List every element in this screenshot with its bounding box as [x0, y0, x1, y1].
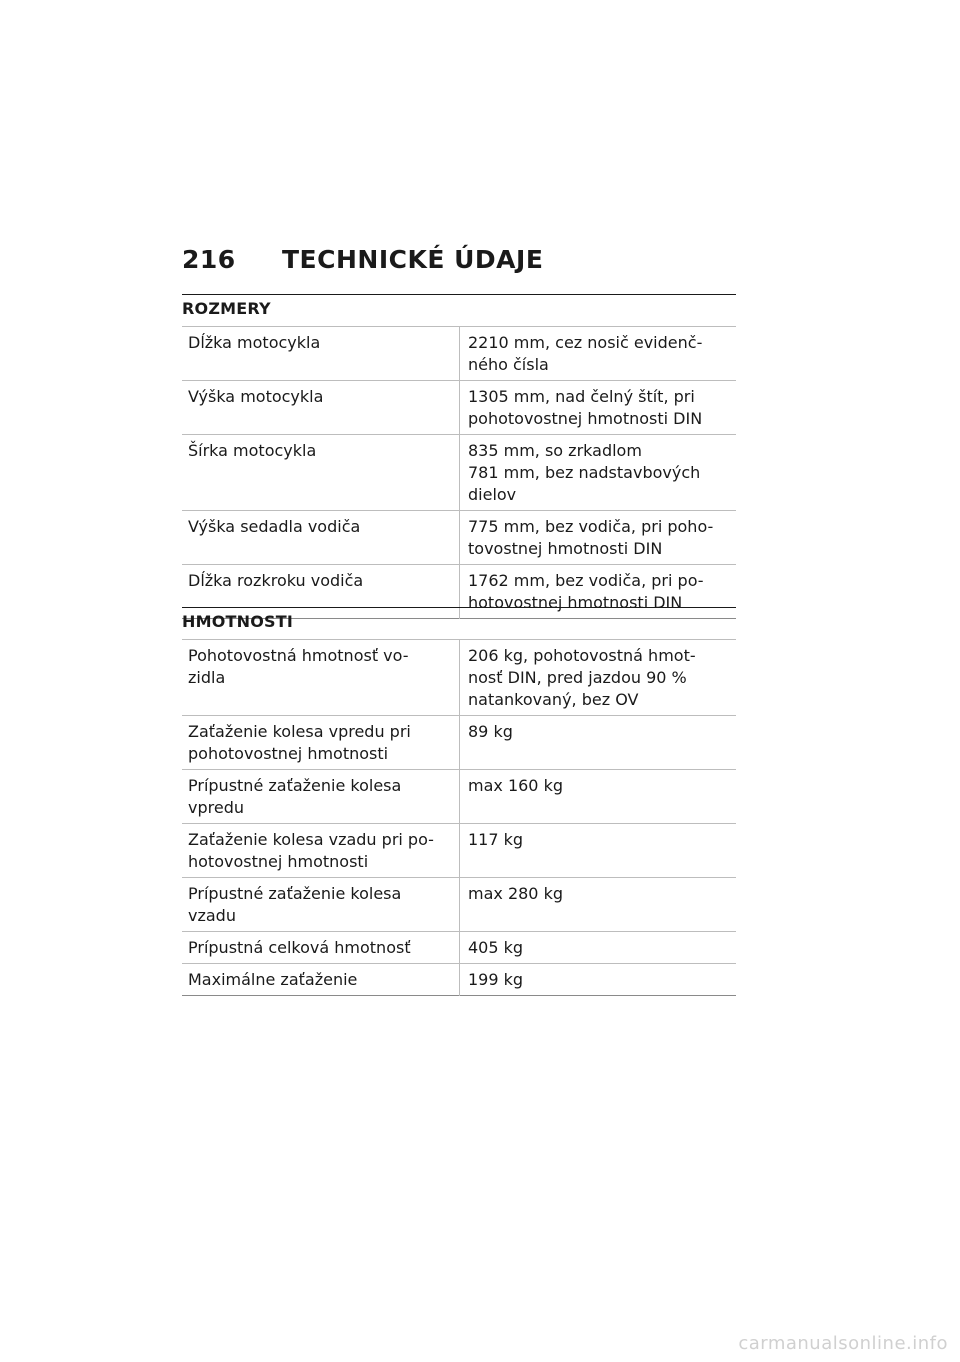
spec-value: 199 kg — [468, 970, 524, 989]
table-row — [182, 964, 736, 996]
spec-label: Pohotovostná hmotnosť vo- zidla — [182, 640, 460, 716]
spec-label: Šírka motocykla — [182, 435, 460, 511]
spec-value: 89 kg — [468, 722, 513, 741]
spec-value: 1762 mm, bez vodiča, pri po- hotovostnej hmotnosti DIN — [468, 571, 704, 612]
spec-label: Dĺžka rozkroku vodiča — [182, 565, 460, 619]
chapter-title: TECHNICKÉ ÚDAJE — [282, 245, 544, 274]
weights-table — [182, 639, 736, 996]
table-row — [182, 716, 736, 770]
table-row — [182, 511, 736, 565]
table-row — [182, 770, 736, 824]
spec-label: Zaťaženie kolesa vpredu pri pohotovostnej hmotnosti — [182, 716, 460, 770]
spec-value: max 280 kg — [468, 884, 563, 903]
spec-value: 2210 mm, cez nosič evidenč- ného čísla — [468, 333, 703, 374]
table-row — [182, 640, 736, 716]
section-dimensions — [182, 294, 736, 619]
table-row — [182, 381, 736, 435]
spec-value: 775 mm, bez vodiča, pri poho- tovostnej hmotnosti DIN — [468, 517, 714, 558]
table-row — [182, 878, 736, 932]
spec-label: Zaťaženie kolesa vzadu pri po- hotovostnej hmotnosti — [182, 824, 460, 878]
page-number: 216 — [182, 245, 236, 274]
spec-label: Výška motocykla — [182, 381, 460, 435]
spec-value: max 160 kg — [468, 776, 563, 795]
table-row — [182, 435, 736, 511]
spec-value: 206 kg, pohotovostná hmot- nosť DIN, pred jazdou 90 % natankovaný, bez OV — [468, 646, 696, 709]
table-row — [182, 932, 736, 964]
page-header — [182, 245, 543, 274]
spec-label: Prípustné zaťaženie kolesa vpredu — [182, 770, 460, 824]
spec-value: 835 mm, so zrkadlom 781 mm, bez nadstavbových dielov — [468, 441, 701, 504]
table-row — [182, 327, 736, 381]
table-row — [182, 824, 736, 878]
section-weights — [182, 607, 736, 996]
spec-label: Výška sedadla vodiča — [182, 511, 460, 565]
section-title: HMOTNOSTI — [182, 607, 736, 639]
spec-label: Maximálne zaťaženie — [182, 964, 460, 996]
watermark: carmanualsonline.info — [738, 1333, 948, 1354]
spec-label: Prípustná celková hmotnosť — [182, 932, 460, 964]
spec-label: Dĺžka motocykla — [182, 327, 460, 381]
section-title: ROZMERY — [182, 294, 736, 326]
spec-label: Prípustné zaťaženie kolesa vzadu — [182, 878, 460, 932]
spec-value: 117 kg — [468, 830, 524, 849]
spec-value: 1305 mm, nad čelný štít, pri pohotovostnej hmotnosti DIN — [468, 387, 703, 428]
dimensions-table — [182, 326, 736, 619]
spec-value: 405 kg — [468, 938, 524, 957]
